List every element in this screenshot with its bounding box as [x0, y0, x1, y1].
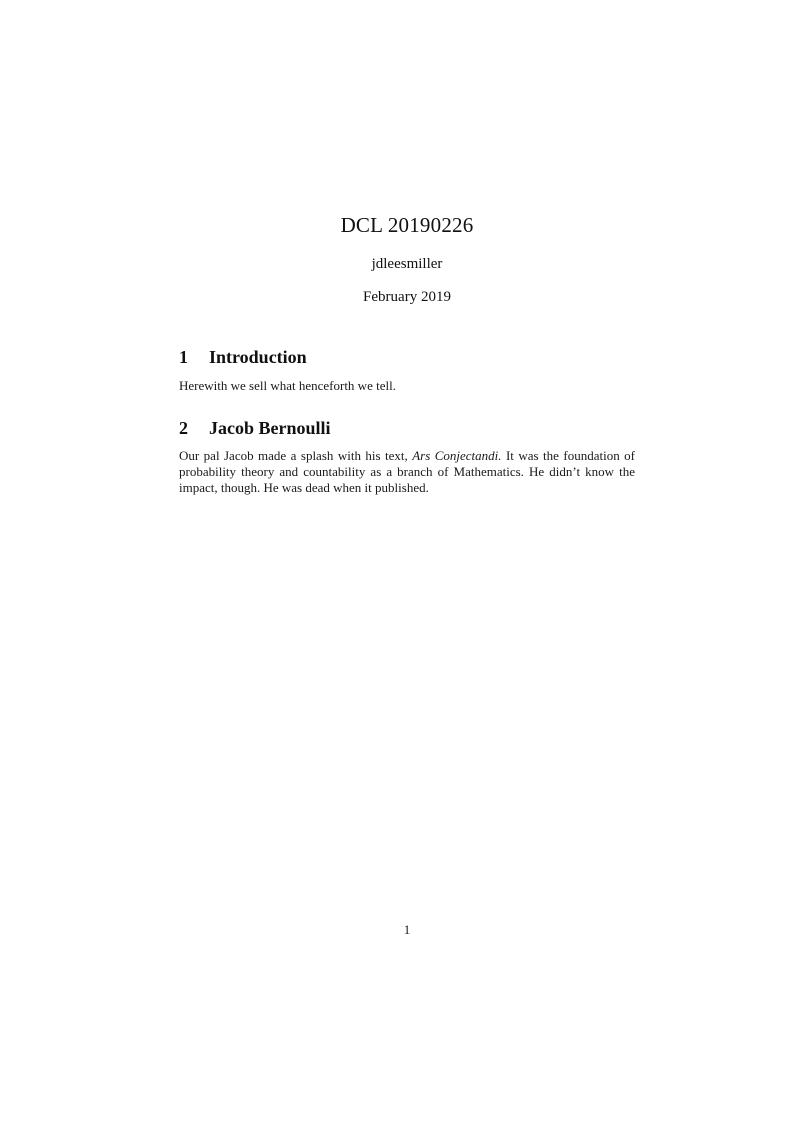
- text-block: [179, 0, 635, 496]
- document-author: jdleesmiller: [371, 256, 443, 273]
- section-2-number: 2: [179, 417, 188, 438]
- title-block: [179, 213, 635, 306]
- section-jacob-bernoulli: [179, 418, 635, 497]
- section-1-heading: [179, 347, 635, 369]
- section-1-title: Introduction: [209, 347, 307, 368]
- section-2-heading: [179, 418, 635, 440]
- paragraph-run-italic: Ars Conjectandi.: [412, 448, 502, 464]
- paragraph-run-normal: It was the foundation of probability theory and countability as a branch of Mathematics. He didn’t know the impact, though. He was dead when it published.: [179, 448, 635, 496]
- page-number: 1: [403, 922, 411, 937]
- paragraph-run-normal: Our pal Jacob made a splash with his text,: [179, 448, 413, 464]
- section-introduction: [179, 347, 635, 394]
- document-date: February 2019: [363, 289, 451, 306]
- section-2-paragraph: [179, 448, 635, 496]
- section-1-paragraph: Herewith we sell what henceforth we tell.: [179, 377, 396, 393]
- section-1-number: 1: [179, 347, 188, 368]
- section-2-title: Jacob Bernoulli: [209, 417, 331, 438]
- document-title: DCL 20190226: [340, 213, 474, 237]
